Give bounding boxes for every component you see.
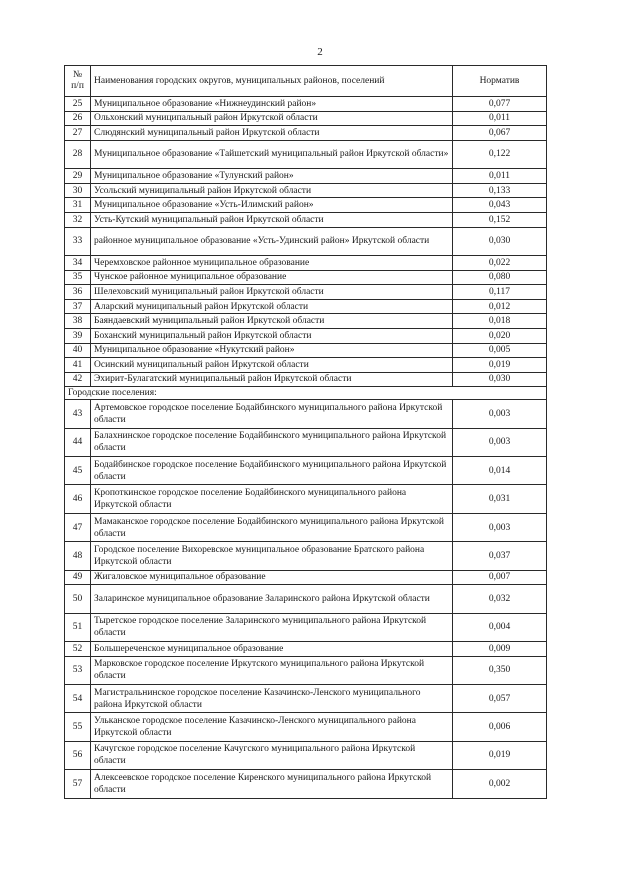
row-norm-value: 0,009	[453, 642, 547, 657]
row-norm-value: 0,012	[453, 299, 547, 314]
row-number: 35	[65, 270, 91, 285]
table-row	[65, 227, 547, 255]
row-number: 27	[65, 126, 91, 141]
row-name: Слюдянский муниципальный район Иркутской области	[91, 126, 453, 141]
row-number: 32	[65, 212, 91, 227]
table-row	[65, 97, 547, 112]
row-norm-value: 0,019	[453, 358, 547, 373]
row-number: 36	[65, 285, 91, 300]
table-row	[65, 428, 547, 456]
row-number: 25	[65, 97, 91, 112]
row-name: Муниципальное образование «Нукутский район»	[91, 343, 453, 358]
table-row	[65, 358, 547, 373]
row-name: Баяндаевский муниципальный район Иркутской области	[91, 314, 453, 329]
row-number: 53	[65, 656, 91, 684]
row-norm-value: 0,011	[453, 169, 547, 184]
row-name: Ольхонский муниципальный район Иркутской области	[91, 111, 453, 126]
table-row	[65, 613, 547, 641]
table-body	[65, 97, 547, 799]
column-header-name: Наименования городских округов, муниципальных районов, поселений	[91, 66, 453, 97]
row-name: Тыретское городское поселение Заларинского муниципального района Иркутской области	[91, 613, 453, 641]
row-name: Муниципальное образование «Тайшетский муниципальный район Иркутской области»	[91, 140, 453, 168]
row-norm-value: 0,080	[453, 270, 547, 285]
row-number: 38	[65, 314, 91, 329]
table-row	[65, 570, 547, 585]
row-number: 55	[65, 713, 91, 741]
row-norm-value: 0,077	[453, 97, 547, 112]
table-row	[65, 741, 547, 769]
table-row	[65, 299, 547, 314]
table-row	[65, 642, 547, 657]
row-name: Кропоткинское городское поселение Бодайбинского муниципального района Иркутской области	[91, 485, 453, 513]
row-number: 54	[65, 684, 91, 712]
row-name: Осинский муниципальный район Иркутской области	[91, 358, 453, 373]
row-name: Большереченское муниципальное образование	[91, 642, 453, 657]
table-row	[65, 542, 547, 570]
row-number: 41	[65, 358, 91, 373]
table-row	[65, 513, 547, 541]
row-norm-value: 0,003	[453, 428, 547, 456]
page-number: 2	[317, 46, 323, 58]
row-norm-value: 0,152	[453, 212, 547, 227]
table-section-row	[65, 387, 547, 400]
row-name: Эхирит-Булагатский муниципальный район Иркутской области	[91, 372, 453, 387]
row-norm-value: 0,018	[453, 314, 547, 329]
row-number: 49	[65, 570, 91, 585]
row-name: Марковское городское поселение Иркутского муниципального района Иркутской области	[91, 656, 453, 684]
row-name: Балахнинское городское поселение Бодайбинского муниципального района Иркутской области	[91, 428, 453, 456]
row-number: 57	[65, 770, 91, 798]
row-norm-value: 0,030	[453, 372, 547, 387]
table-row	[65, 140, 547, 168]
row-norm-value: 0,122	[453, 140, 547, 168]
table-row	[65, 255, 547, 270]
row-norm-value: 0,067	[453, 126, 547, 141]
table-row	[65, 684, 547, 712]
row-norm-value: 0,043	[453, 198, 547, 213]
row-norm-value: 0,002	[453, 770, 547, 798]
row-name: Усольский муниципальный район Иркутской области	[91, 183, 453, 198]
row-norm-value: 0,031	[453, 485, 547, 513]
row-name: Усть-Кутский муниципальный район Иркутской области	[91, 212, 453, 227]
row-number: 40	[65, 343, 91, 358]
table-row	[65, 485, 547, 513]
row-name: Мамаканское городское поселение Бодайбинского муниципального района Иркутской области	[91, 513, 453, 541]
row-name: Бодайбинское городское поселение Бодайбинского муниципального района Иркутской области	[91, 457, 453, 485]
row-number: 44	[65, 428, 91, 456]
row-number: 56	[65, 741, 91, 769]
row-name: районное муниципальное образование «Усть-Удинский район» Иркутской области	[91, 227, 453, 255]
row-norm-value: 0,020	[453, 328, 547, 343]
row-norm-value: 0,004	[453, 613, 547, 641]
row-number: 48	[65, 542, 91, 570]
table-row	[65, 343, 547, 358]
row-number: 42	[65, 372, 91, 387]
section-title: Городские поселения:	[65, 387, 547, 400]
table-row	[65, 198, 547, 213]
row-name: Магистральнинское городское поселение Казачинско-Ленского муниципального района Иркутской области	[91, 684, 453, 712]
row-name: Муниципальное образование «Нижнеудинский район»	[91, 97, 453, 112]
row-number: 26	[65, 111, 91, 126]
row-name: Алексеевское городское поселение Киренского муниципального района Иркутской области	[91, 770, 453, 798]
table-header-row	[65, 66, 547, 97]
row-name: Чунское районное муниципальное образование	[91, 270, 453, 285]
table-row	[65, 270, 547, 285]
row-name: Шелеховский муниципальный район Иркутской области	[91, 285, 453, 300]
table-row	[65, 372, 547, 387]
row-name: Артемовское городское поселение Бодайбинского муниципального района Иркутской области	[91, 400, 453, 428]
table-row	[65, 212, 547, 227]
row-name: Боханский муниципальный район Иркутской области	[91, 328, 453, 343]
row-number: 37	[65, 299, 91, 314]
norms-table	[64, 65, 547, 799]
row-name: Муниципальное образование «Тулунский район»	[91, 169, 453, 184]
row-norm-value: 0,005	[453, 343, 547, 358]
row-number: 30	[65, 183, 91, 198]
row-norm-value: 0,350	[453, 656, 547, 684]
row-number: 39	[65, 328, 91, 343]
row-norm-value: 0,057	[453, 684, 547, 712]
row-norm-value: 0,011	[453, 111, 547, 126]
row-norm-value: 0,030	[453, 227, 547, 255]
row-norm-value: 0,007	[453, 570, 547, 585]
row-norm-value: 0,003	[453, 400, 547, 428]
row-number: 43	[65, 400, 91, 428]
table-row	[65, 314, 547, 329]
row-norm-value: 0,019	[453, 741, 547, 769]
table-row	[65, 400, 547, 428]
row-name: Аларский муниципальный район Иркутской области	[91, 299, 453, 314]
row-number: 28	[65, 140, 91, 168]
row-norm-value: 0,032	[453, 585, 547, 613]
row-norm-value: 0,037	[453, 542, 547, 570]
row-number: 47	[65, 513, 91, 541]
column-header-norm: Норматив	[453, 66, 547, 97]
row-norm-value: 0,117	[453, 285, 547, 300]
row-norm-value: 0,022	[453, 255, 547, 270]
table-row	[65, 183, 547, 198]
table-row	[65, 126, 547, 141]
row-name: Черемховское районное муниципальное образование	[91, 255, 453, 270]
row-name: Городское поселение Вихоревское муниципальное образование Братского района Иркутской области	[91, 542, 453, 570]
table-row	[65, 169, 547, 184]
row-number: 50	[65, 585, 91, 613]
row-name: Заларинское муниципальное образование Заларинского района Иркутской области	[91, 585, 453, 613]
table-row	[65, 585, 547, 613]
row-number: 29	[65, 169, 91, 184]
row-name: Качугское городское поселение Качугского муниципального района Иркутской области	[91, 741, 453, 769]
row-norm-value: 0,003	[453, 513, 547, 541]
row-number: 46	[65, 485, 91, 513]
table-row	[65, 111, 547, 126]
row-number: 33	[65, 227, 91, 255]
row-number: 51	[65, 613, 91, 641]
table-row	[65, 656, 547, 684]
table-row	[65, 328, 547, 343]
row-name: Жигаловское муниципальное образование	[91, 570, 453, 585]
row-number: 45	[65, 457, 91, 485]
row-name: Ульканское городское поселение Казачинско-Ленского муниципального района Иркутской области	[91, 713, 453, 741]
table-row	[65, 285, 547, 300]
table-row	[65, 713, 547, 741]
row-number: 34	[65, 255, 91, 270]
row-number: 31	[65, 198, 91, 213]
table-row	[65, 770, 547, 798]
row-name: Муниципальное образование «Усть-Илимский район»	[91, 198, 453, 213]
table-row	[65, 457, 547, 485]
column-header-number: № п/п	[65, 66, 91, 97]
row-norm-value: 0,006	[453, 713, 547, 741]
row-norm-value: 0,014	[453, 457, 547, 485]
row-number: 52	[65, 642, 91, 657]
row-norm-value: 0,133	[453, 183, 547, 198]
